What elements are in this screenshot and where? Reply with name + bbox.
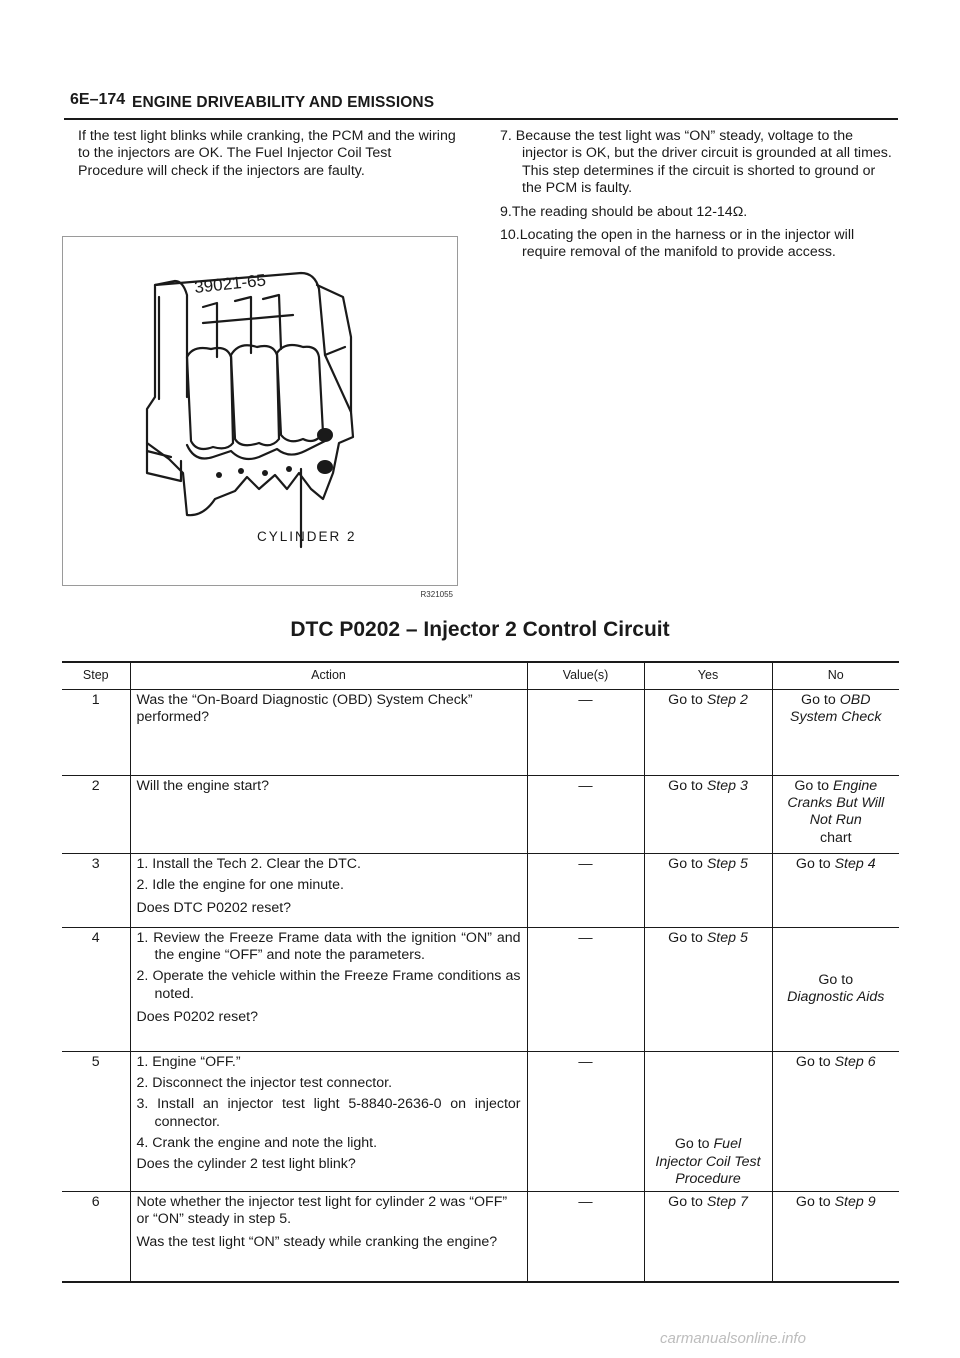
go-to-label: Go to (795, 856, 831, 872)
table-row (62, 1192, 899, 1282)
no-cell (772, 1192, 899, 1282)
watermark: carmanualsonline.info (660, 1330, 806, 1347)
action-question: Does P0202 reset? (136, 1008, 258, 1025)
step-number: 3 (62, 854, 130, 928)
step-number: 5 (62, 1052, 130, 1192)
table-row (62, 854, 899, 928)
value-cell: — (527, 928, 644, 1052)
part-number-label: 39021-65 (193, 270, 267, 297)
yes-cell (644, 1052, 772, 1192)
action-text: 1. Engine “OFF.” (136, 1054, 241, 1070)
header-no: No (772, 662, 899, 690)
yes-target: Step 2 (706, 692, 748, 708)
page-header (64, 90, 898, 120)
header-action: Action (130, 662, 527, 690)
action-question: Does DTC P0202 reset? (136, 900, 292, 917)
note-step-9: 9.The reading should be about 12-14Ω. (500, 203, 748, 220)
diagnostic-table (62, 661, 899, 1283)
action-cell (130, 1052, 527, 1192)
yes-cell (644, 1192, 772, 1282)
action-cell (130, 854, 527, 928)
no-target: Step 4 (834, 856, 876, 872)
dtc-title: DTC P0202 – Injector 2 Control Circuit (290, 618, 670, 641)
yes-target: Step 5 (706, 856, 748, 872)
step-notes (500, 128, 895, 268)
table-row (62, 776, 899, 854)
value-cell: — (527, 854, 644, 928)
yes-target: Step 7 (706, 1194, 748, 1210)
action-text: 2. Disconnect the injector test connector. (136, 1075, 393, 1092)
step-number: 2 (62, 776, 130, 854)
action-text: Note whether the injector test light for cylinder 2 was “OFF” or “ON” steady in step 5. (136, 1194, 508, 1228)
no-cell (772, 776, 899, 854)
go-to-label: Go to (668, 856, 703, 872)
no-cell (772, 854, 899, 928)
yes-target: Step 3 (706, 778, 748, 794)
step-number: 6 (62, 1192, 130, 1282)
header-step: Step (62, 662, 130, 690)
table-row (62, 928, 899, 1052)
no-cell (772, 1052, 899, 1192)
note-step-7: 7. Because the test light was “ON” steady, voltage to the injector is OK, but the driver circuit is grounded at all times. This step determines if the circuit is shorted to ground or the PCM is faulty. (500, 128, 892, 197)
value-cell: — (527, 776, 644, 854)
action-cell (130, 1192, 527, 1282)
action-text: 1. Review the Freeze Frame data with the ignition “ON” and the engine “OFF” and note the parameters. (136, 930, 521, 964)
go-to-label: Go to (668, 930, 703, 946)
connector-figure (62, 236, 458, 599)
intro-paragraph: If the test light blinks while cranking, the PCM and the wiring to the injectors are OK. The Fuel Injector Coil Test Procedure will check if the injectors are faulty. (78, 128, 456, 179)
table-row (62, 690, 899, 776)
go-to-label: Go to (668, 692, 703, 708)
action-cell (130, 690, 527, 776)
value-cell: — (527, 1052, 644, 1192)
yes-target: Fuel Injector Coil Test Procedure (655, 1136, 761, 1187)
action-text: 4. Crank the engine and note the light. (136, 1134, 378, 1151)
no-target: Step 6 (834, 1054, 876, 1070)
action-question: Does the cylinder 2 test light blink? (136, 1156, 356, 1173)
go-to-label: Go to (674, 1136, 710, 1153)
action-text: 3. Install an injector test light 5-8840-2636-0 on injector connector. (136, 1096, 521, 1130)
header-values: Value(s) (527, 662, 644, 690)
go-to-label: Go to (795, 1194, 831, 1210)
value-cell: — (527, 1192, 644, 1282)
action-cell (130, 928, 527, 1052)
go-to-label: Go to (668, 778, 703, 794)
action-text: 1. Install the Tech 2. Clear the DTC. (136, 856, 361, 872)
action-text: 2. Idle the engine for one minute. (136, 877, 344, 894)
no-cell (772, 928, 899, 1052)
table-row (62, 1052, 899, 1192)
injector-connector-illustration (63, 237, 457, 585)
figure-code: R321055 (420, 590, 453, 599)
note-step-10: 10.Locating the open in the harness or in the injector will require removal of the manifold to provide access. (500, 227, 855, 261)
action-text: Will the engine start? (136, 778, 269, 794)
cylinder-callout: CYLINDER 2 (257, 529, 357, 544)
no-target: Diagnostic Aids (787, 989, 885, 1005)
action-question: Was the test light “ON” steady while cranking the engine? (136, 1234, 498, 1251)
page-number: 6E–174 (70, 91, 126, 108)
action-cell (130, 776, 527, 854)
go-to-label: Go to (818, 971, 854, 988)
go-to-label: Go to (795, 1054, 831, 1070)
value-cell: — (527, 690, 644, 776)
yes-target: Step 5 (706, 930, 748, 946)
table-header-row (62, 662, 899, 690)
yes-cell (644, 854, 772, 928)
action-text: 2. Operate the vehicle within the Freeze Frame conditions as noted. (136, 968, 521, 1002)
yes-cell (644, 690, 772, 776)
go-to-label: Go to (801, 692, 836, 708)
go-to-label: Go to (794, 778, 830, 794)
header-yes: Yes (644, 662, 772, 690)
no-target: OBD System Check (790, 692, 882, 726)
section-title: ENGINE DRIVEABILITY AND EMISSIONS (132, 94, 435, 111)
yes-cell (644, 928, 772, 1052)
no-target: Engine Cranks But Will Not Run (787, 778, 885, 829)
yes-cell (644, 776, 772, 854)
go-to-label: Go to (668, 1194, 703, 1210)
no-suffix: chart (819, 829, 852, 846)
no-cell (772, 690, 899, 776)
action-text: Was the “On-Board Diagnostic (OBD) System Check” performed? (136, 692, 473, 726)
step-number: 1 (62, 690, 130, 776)
no-target: Step 9 (834, 1194, 876, 1210)
step-number: 4 (62, 928, 130, 1052)
